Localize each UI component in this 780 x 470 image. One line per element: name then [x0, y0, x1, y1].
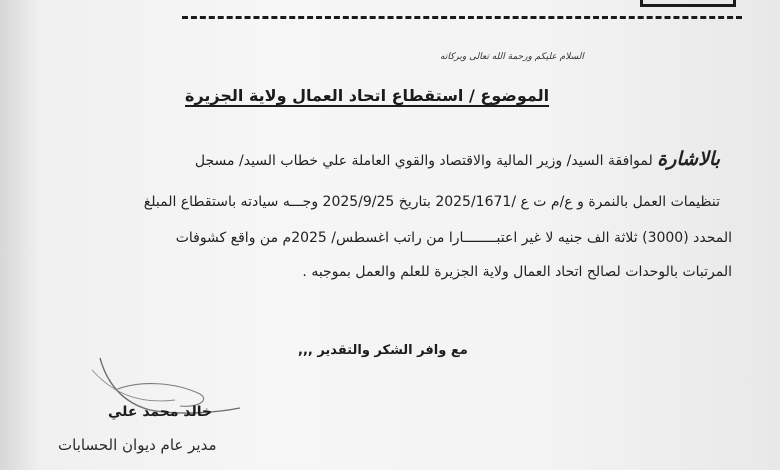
- body-line-1-text: لموافقة السيد/ وزير المالية والاقتصاد والقوي العاملة علي خطاب السيد/ مسجل: [194, 153, 658, 169]
- closing-line: مع وافر الشكر والتقدير ,,,: [298, 343, 468, 358]
- subject-line: الموضوع / استقطاع اتحاد العمال ولاية الجزيرة: [185, 86, 550, 105]
- signer-name: خالد محمد علي: [108, 404, 213, 420]
- body-line-2: تنظيمات العمل بالنمرة و ع/م ت ع /2025/1671 بتاريخ 2025/9/25 وجـــه سيادته باستقطاع المبلغ: [143, 194, 720, 210]
- greeting: السلام عليكم ورحمة الله تعالى وبركاته: [440, 52, 584, 62]
- header-divider: [182, 16, 742, 19]
- header-box: [640, 0, 736, 7]
- page-shadow: [0, 0, 40, 470]
- reference-word: بالاشارة: [657, 148, 720, 170]
- body-line-4: المرتبات بالوحدات لصالح اتحاد العمال ولاية الجزيرة للعلم والعمل بموجبه .: [302, 264, 732, 280]
- body-line-1: [195, 148, 720, 170]
- body-line-3: المحدد (3000) ثلاثة الف جنيه لا غير اعتبــــــــارا من راتب اغسطس/ 2025م من واقع كشوفات: [175, 230, 732, 246]
- signer-title: مدير عام ديوان الحسابات: [58, 436, 217, 454]
